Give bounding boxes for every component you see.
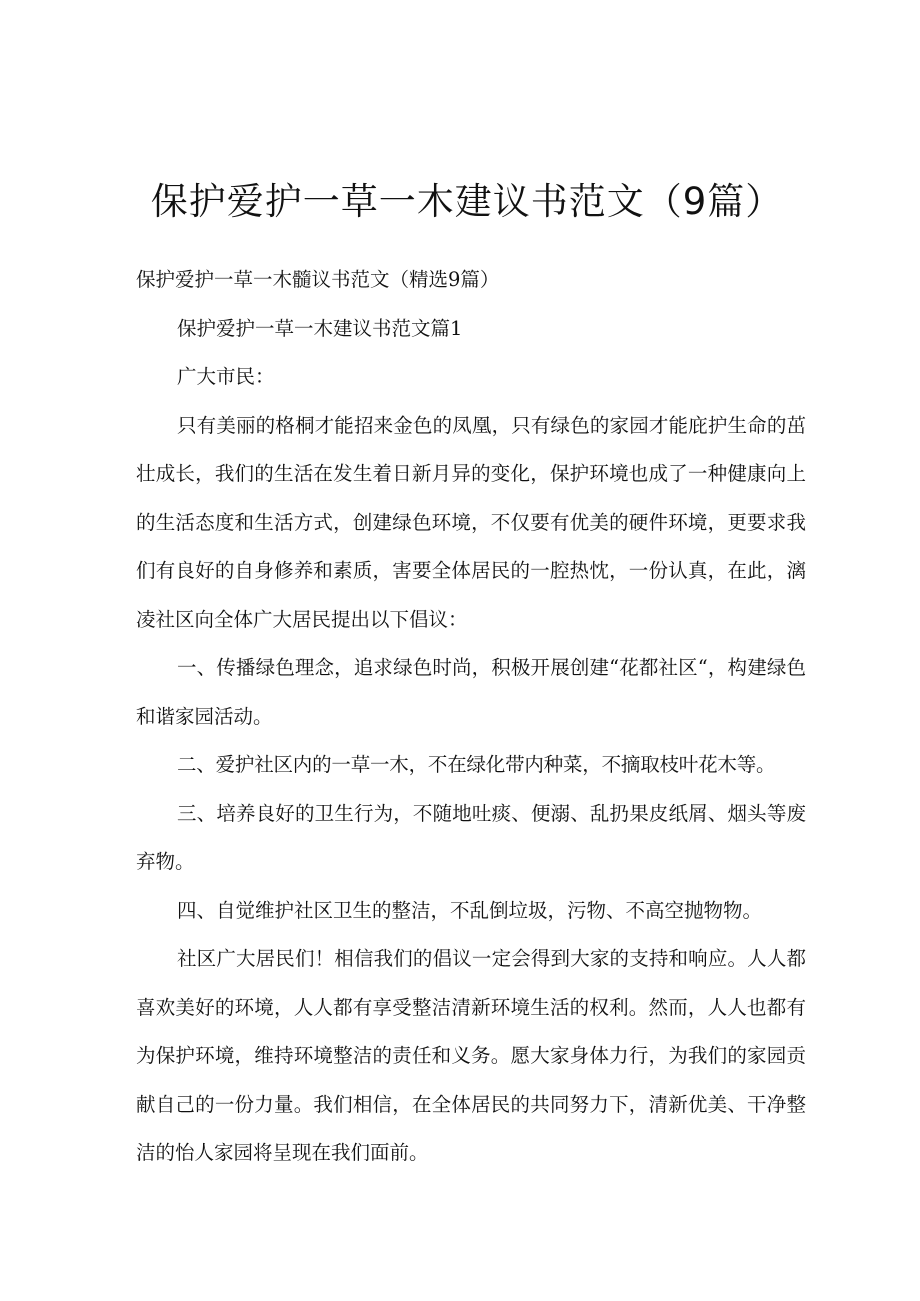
paragraph-intro: 只有美丽的格桐才能招来金色的凤凰，只有绿色的家园才能庇护生命的茁壮成长，我们的生活在发生着日新月异的变化，保护环境也成了一种健康向上的生活态度和生活方式，创建绿色环境，不仅要有优美的硬件环境，更要求我们有良好的自身修养和素质，害要全体居民的一腔热忱，一份认真，在此，漓凌社区向全体广大居民提出以下倡议： <box>136 413 806 631</box>
paragraph-closing: 社区广大居民们！相信我们的倡议一定会得到大家的支持和响应。人人都喜欢美好的环境，人人都有享受整洁清新环境生活的权利。然而，人人也都有为保护环境，维持环境整洁的责任和义务。愿大家身体力行，为我们的家园贡献自己的一份力量。我们相信，在全体居民的共同努力下，清新优美、干净整洁的怡人家园将呈现在我们面前。 <box>136 947 806 1164</box>
section-heading: 保护爱护一草一木建议书范文篇1 <box>177 316 463 340</box>
paragraph-proposal-1: 一、传播绿色理念，追求绿色时尚，积极开展创建“花都社区“，构建绿色和谐家园活动。 <box>136 656 806 728</box>
paragraph-proposal-4: 四、自觉维护社区卫生的整洁，不乱倒垃圾，污物、不高空抛物物。 <box>177 898 763 922</box>
salutation: 广大市民： <box>177 365 275 388</box>
document-title: 保护爱护一草一木建议书范文（9篇） <box>150 179 784 223</box>
paragraph-proposal-3: 三、培养良好的卫生行为，不随地吐痰、便溺、乱扔果皮纸屑、烟头等废弃物。 <box>136 801 806 873</box>
paragraph-proposal-2: 二、爱护社区内的一草一木，不在绿化带内种菜，不摘取枝叶花木等。 <box>177 753 776 776</box>
document-body <box>136 256 806 1178</box>
document-subtitle: 保护爱护一草一木髓议书范文（精选9篇） <box>136 268 500 291</box>
